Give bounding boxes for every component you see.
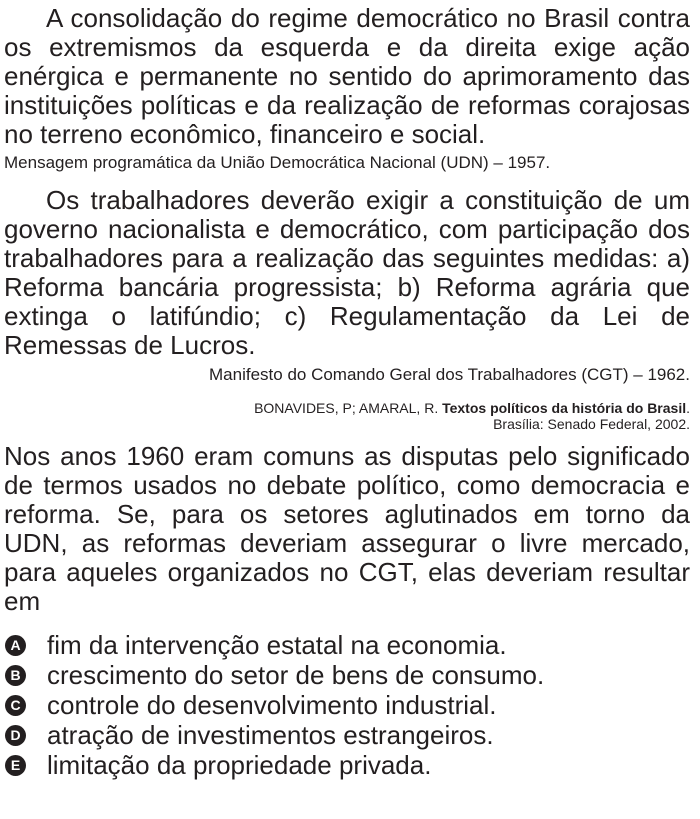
source-udn: Mensagem programática da União Democrática Nacional (UDN) – 1957. <box>4 153 551 172</box>
text-udn: A consolidação do regime democrático no Brasil contra os extremismos da esquerda e da direita exige ação enérgica e permanente no sentido do aprimoramento das instituições políticas e da realização de reformas corajosas no terreno econômico, financeiro e social. <box>4 3 690 149</box>
option-d-text: atração de investimentos estrangeiros. <box>47 720 494 750</box>
option-c-text: controle do desenvolvimento industrial. <box>47 690 497 720</box>
option-c[interactable] <box>4 690 690 720</box>
option-d[interactable] <box>4 720 690 750</box>
bibliographic-reference <box>4 400 690 432</box>
option-e-text: limitação da propriedade privada. <box>47 750 432 780</box>
option-a-text: fim da intervenção estatal na economia. <box>47 630 507 660</box>
option-e[interactable] <box>4 750 690 780</box>
answer-options <box>4 630 690 780</box>
reference-line-1 <box>4 400 690 416</box>
option-b-letter-icon: B <box>5 665 26 686</box>
source-cgt: Manifesto do Comando Geral dos Trabalhadores (CGT) – 1962. <box>209 365 690 384</box>
question-stem: Nos anos 1960 eram comuns as disputas pelo significado de termos usados no debate político, como democracia e reforma. Se, para os setores aglutinados em torno da UDN, as reformas deveriam assegurar o livre mercado, para aqueles organizados no CGT, elas deveriam resultar em <box>4 441 690 616</box>
text-cgt: Os trabalhadores deverão exigir a constituição de um governo nacionalista e democrático, com participação dos trabalhadores para a realização das seguintes medidas: a) Reforma bancária progressista; b) Reforma agrária que extinga o latifúndio; c) Regulamentação da Lei de Remessas de Lucros. <box>4 185 690 360</box>
option-c-letter-icon: C <box>5 695 26 716</box>
reference-authors: BONAVIDES, P; AMARAL, R. <box>254 400 443 416</box>
reference-title: Textos políticos da história do Brasil <box>442 400 687 416</box>
reference-publisher: Brasília: Senado Federal, 2002. <box>493 416 690 432</box>
reference-punctuation: . <box>686 400 690 416</box>
option-b-text: crescimento do setor de bens de consumo. <box>47 660 545 690</box>
option-d-letter-icon: D <box>5 725 26 746</box>
option-a-letter-icon: A <box>5 635 26 656</box>
option-e-letter-icon: E <box>5 755 26 776</box>
option-a[interactable] <box>4 630 690 660</box>
option-b[interactable] <box>4 660 690 690</box>
